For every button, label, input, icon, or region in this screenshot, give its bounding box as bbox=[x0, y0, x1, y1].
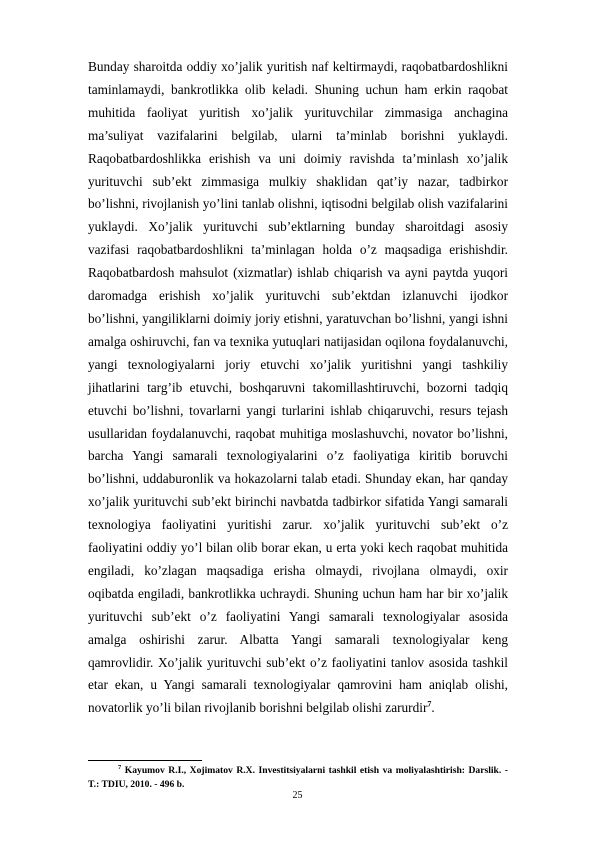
footnote-reference[interactable]: 7 bbox=[427, 699, 432, 709]
page-number: 25 bbox=[292, 790, 303, 801]
paragraph-end: . bbox=[431, 700, 435, 716]
footnote-separator bbox=[88, 760, 202, 761]
body-paragraph bbox=[88, 56, 508, 720]
footnote-marker: 7 bbox=[118, 763, 122, 771]
paragraph-text: Bunday sharoitda oddiy xo’jalik yuritish naf keltirmaydi, raqobatbardoshlikni taminlamaydi, bankrotlikka olib keladi. Shuning uchun ham erkin raqobat muhitida faoliyat yuritish xo’jalik yurituvchilar zimmasiga anchagina ma’suliyat vazifalarini belgilab, ularni ta’minlab borishni yuklaydi. Raqobatbardoshlikka erishish va uni doimiy ravishda ta’minlash xo’jalik yurituvchi sub’ekt zimmasiga mulkiy shaklidan qat’iy nazar, tadbirkor bo’lishni, rivojlanish yo’lini tanlab olishni, iqtisodni belgilab olish vazifalarini yuklaydi. Xo’jalik yurituvchi sub’ektlarning bunday sharoitdagi asosiy vazifasi raqobatbardoshlikni ta’minlagan holda o’z maqsadiga erishishdir. Raqobatbardosh mahsulot (xizmatlar) ishlab chiqarish va ayni paytda yuqori daromadga erishish xo’jalik yurituvchi sub’ektdan izlanuvchi ijodkor bo’lishni, yangiliklarni doimiy joriy etishni, yaratuvchan bo’lishni, yangi ishni amalga oshiruvchi, fan va texnika yutuqlari natijasidan oqilona foydalanuvchi, yangi texnologiyalarni joriy etuvchi xo’jalik yuritishni yangi tashkiliy jihatlarini targ’ib etuvchi, boshqaruvni takomillashtiruvchi, bozorni tadqiq etuvchi bo’lishni, tovarlarni yangi turlarini ishlab chiqaruvchi, resurs tejash usullaridan foydalanuvchi, raqobat muhitiga moslashuvchi, novator bo’lishni, barcha Yangi samarali texnologiyalarini o’z faoliyatiga kiritib boruvchi bo’lishni, uddaburonlik va hokazolarni talab etadi. Shunday ekan, har qanday xo’jalik yurituvchi sub’ekt birinchi navbatda tadbirkor sifatida Yangi samarali texnologiya faoliyatini yuritishi zarur. xo’jalik yurituvchi sub’ekt o’z faoliyatini oddiy yo’l bilan olib borar ekan, u erta yoki kech raqobat muhitida engiladi, ko’zlagan maqsadiga erisha olmaydi, rivojlana olmaydi, oxir oqibatda engiladi, bankrotlikka uchraydi. Shuning uchun ham har bir xo’jalik yurituvchi sub’ekt o’z faoliyatini Yangi samarali texnologiyalar asosida amalga oshirishi zarur. Albatta Yangi samarali texnologiyalar keng qamrovlidir. Xo’jalik yurituvchi sub’ekt o’z faoliyatini tanlov asosida tashkil etar ekan, u Yangi samarali texnologiyalar qamrovini ham aniqlab olishi, novatorlik yo’li bilan rivojlanib borishni belgilab olishi zarurdir bbox=[88, 59, 508, 716]
footnote bbox=[88, 764, 508, 791]
footnote-text: Kayumov R.I., Xojimatov R.X. Investitsiyalarni tashkil etish va moliyalashtirish: Darslik. - T.: TDIU, 2010. - 496 b. bbox=[88, 765, 508, 790]
